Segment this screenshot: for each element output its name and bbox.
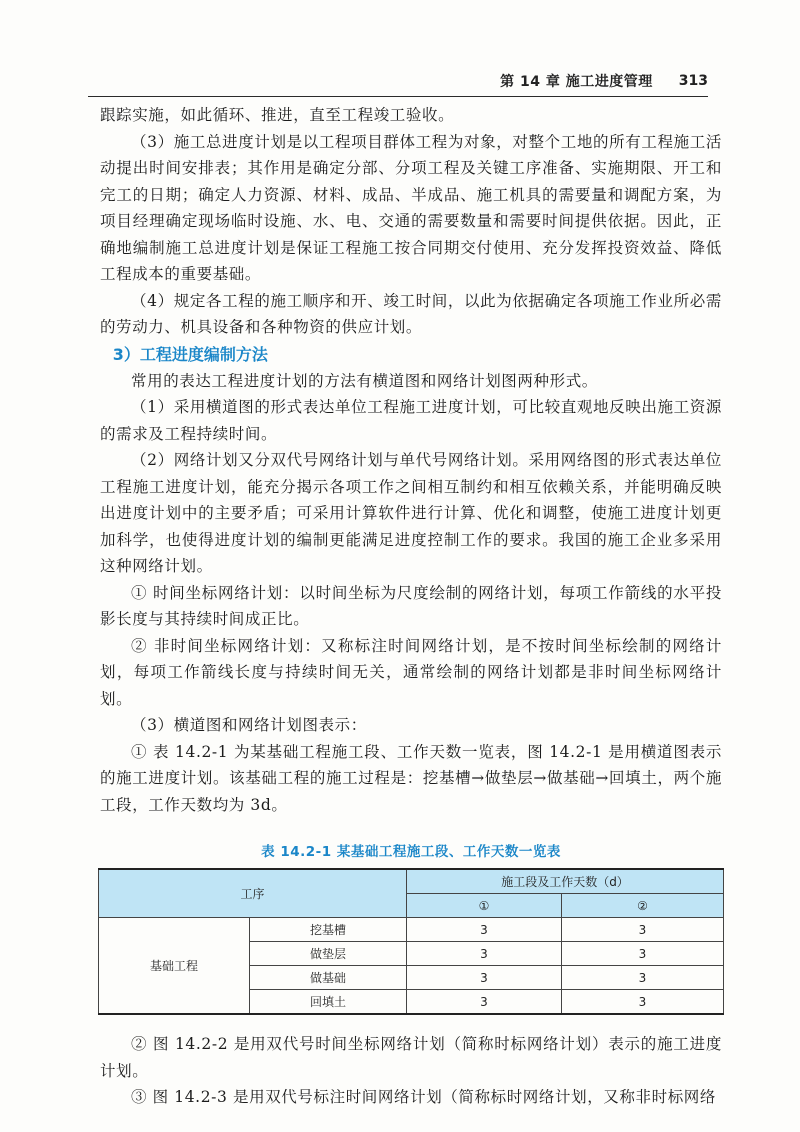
process-name: 回填土 <box>250 990 407 1015</box>
table-caption: 表 14.2-1 某基础工程施工段、工作天数一览表 <box>261 844 561 860</box>
page-number: 313 <box>678 73 708 89</box>
header-segment-2: ② <box>562 894 724 918</box>
paragraph: （2）网络计划又分双代号网络计划与单代号网络计划。采用网络图的形式表达单位工程施工进度计划，能充分揭示各项工作之间相互制约和相互依赖关系，并能明确反映出进度计划中的主要矛盾；可采用计算软件进行计算、优化和调整，使施工进度计划更加科学，也使得进度计划的编制更能满足进度控制工作的要求。我国的施工企业多采用这种网络计划。 <box>100 451 722 575</box>
group-label: 基础工程 <box>99 918 250 1015</box>
header-segment-1: ① <box>407 894 562 918</box>
days-seg-1: 3 <box>407 942 562 966</box>
paragraph: （4）规定各工程的施工顺序和开、竣工时间，以此为依据确定各项施工作业所必需的劳动力、机具设备和各种物资的供应计划。 <box>100 291 722 336</box>
paragraph: ① 时间坐标网络计划：以时间坐标为尺度绘制的网络计划，每项工作箭线的水平投影长度与其持续时间成正比。 <box>100 583 722 628</box>
header-segments: 施工段及工作天数（d） <box>407 869 724 894</box>
days-seg-1: 3 <box>407 990 562 1015</box>
paragraph: ① 表 14.2-1 为某基础工程施工段、工作天数一览表，图 14.2-1 是用横道图表示的施工进度计划。该基础工程的施工过程是：挖基槽→做垫层→做基础→回填土，两个施工段，工作天数均为 3d。 <box>100 742 722 814</box>
days-seg-2: 3 <box>562 990 724 1015</box>
running-header <box>88 66 708 97</box>
paragraph: ③ 图 14.2-3 是用双代号标注时间网络计划（简称标时网络计划，又称非时标网络 <box>131 1088 716 1106</box>
chapter-title: 第 14 章 施工进度管理 <box>500 74 653 90</box>
paragraph: ② 非时间坐标网络计划：又称标注时间网络计划，是不按时间坐标绘制的网络计划，每项工作箭线长度与持续时间无关，通常绘制的网络计划都是非时间坐标网络计划。 <box>100 636 722 708</box>
schedule-table <box>98 868 724 1015</box>
header-process: 工序 <box>99 869 407 918</box>
paragraph: 常用的表达工程进度计划的方法有横道图和网络计划图两种形式。 <box>131 371 598 390</box>
days-seg-2: 3 <box>562 942 724 966</box>
days-seg-1: 3 <box>407 966 562 990</box>
section-heading: 3）工程进度编制方法 <box>112 344 268 364</box>
process-name: 挖基槽 <box>250 918 407 942</box>
page-body <box>100 102 722 1111</box>
paragraph: （1）采用横道图的形式表达单位工程施工进度计划，可比较直观地反映出施工资源的需求及工程持续时间。 <box>100 398 722 443</box>
paragraph: （3）施工总进度计划是以工程项目群体工程为对象，对整个工地的所有工程施工活动提出时间安排表；其作用是确定分部、分项工程及关键工序准备、实施期限、开工和完工的日期；确定人力资源、材料、成品、半成品、施工机具的需要量和调配方案，为项目经理确定现场临时设施、水、电、交通的需要数量和需要时间提供依据。因此，正确地编制施工总进度计划是保证工程施工按合同期交付使用、充分发挥投资效益、降低工程成本的重要基础。 <box>100 132 722 283</box>
days-seg-1: 3 <box>407 918 562 942</box>
days-seg-2: 3 <box>562 966 724 990</box>
paragraph: ② 图 14.2-2 是用双代号时间坐标网络计划（简称时标网络计划）表示的施工进度计划。 <box>100 1035 722 1080</box>
paragraph: 跟踪实施，如此循环、推进，直至工程竣工验收。 <box>100 106 455 124</box>
process-name: 做垫层 <box>250 942 407 966</box>
paragraph: （3）横道图和网络计划图表示： <box>131 716 367 734</box>
process-name: 做基础 <box>250 966 407 990</box>
table-row <box>99 918 724 942</box>
days-seg-2: 3 <box>562 918 724 942</box>
